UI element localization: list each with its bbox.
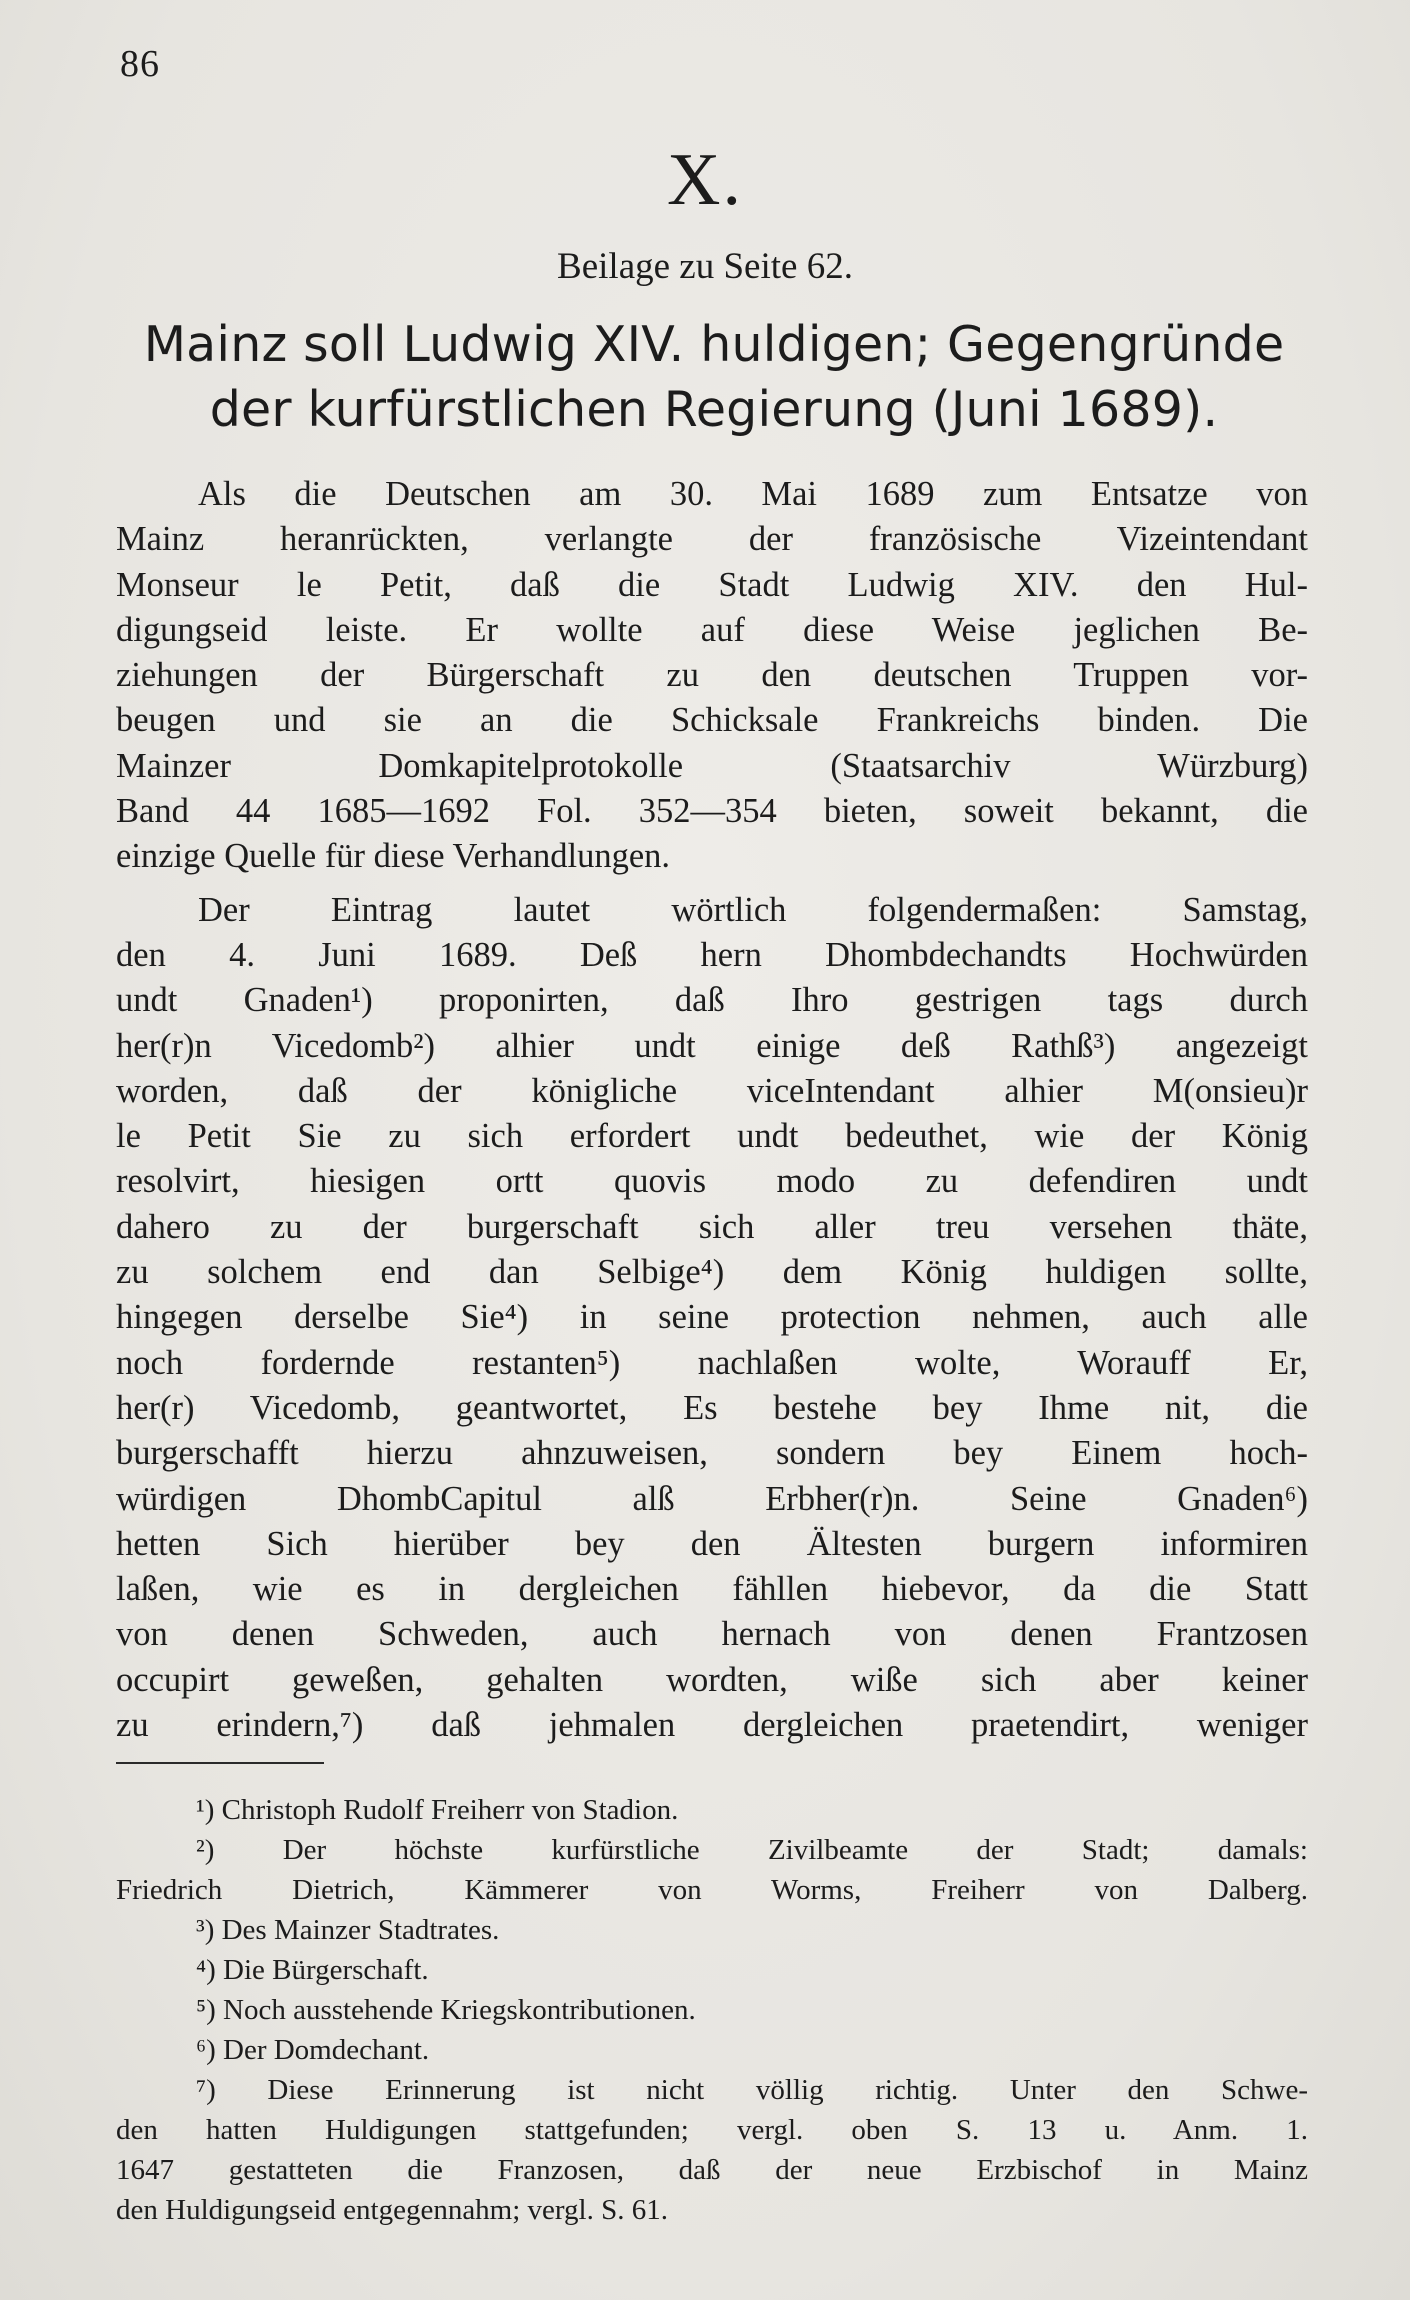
text-line: resolvirt, hiesigen ortt quovis modo zu defendiren undt xyxy=(116,1162,1308,1201)
footnote-1: ¹) Christoph Rudolf Freiherr von Stadion. xyxy=(196,1794,679,1826)
text-line: noch fordernde restanten⁵) nachlaßen wolte, Worauff Er, xyxy=(116,1343,1308,1382)
text-line: von denen Schweden, auch hernach von denen Frantzosen xyxy=(116,1615,1308,1654)
page-number: 86 xyxy=(120,43,160,85)
footnote-3: ³) Des Mainzer Stadtrates. xyxy=(196,1914,500,1946)
body-text xyxy=(116,472,1308,1748)
footnote-7: ⁷) Diese Erinnerung ist nicht völlig richtig. Unter den Schwe- xyxy=(196,2074,1308,2106)
text-line: Mainz heranrückten, verlangte der französische Vizeintendant xyxy=(116,520,1308,559)
text-line: einzige Quelle für diese Verhandlungen. xyxy=(116,837,671,876)
text-line: den 4. Juni 1689. Deß hern Dhombdechandts Hochwürden xyxy=(116,935,1308,974)
chapter-numeral: X. xyxy=(667,139,743,221)
text-line: zu erindern,⁷) daß jehmalen dergleichen praetendirt, weniger xyxy=(116,1706,1308,1745)
text-line: her(r)n Vicedomb²) alhier undt einige deß Rathß³) angezeigt xyxy=(116,1026,1308,1065)
text-line: burgerschafft hierzu ahnzuweisen, sondern bey Einem hoch- xyxy=(116,1434,1308,1473)
text-line: Als die Deutschen am 30. Mai 1689 zum Entsatze von xyxy=(198,475,1308,513)
footnote-6: ⁶) Der Domdechant. xyxy=(196,2034,430,2066)
footnote-2: ²) Der höchste kurfürstliche Zivilbeamte der Stadt; damals: xyxy=(196,1834,1308,1866)
text-line: hetten Sich hierüber bey den Ältesten burgern informiren xyxy=(116,1524,1308,1563)
text-line: ziehungen der Bürgerschaft zu den deutschen Truppen vor- xyxy=(116,656,1308,695)
text-line: zu solchem end dan Selbige⁴) dem König huldigen sollte, xyxy=(116,1253,1308,1292)
text-line: Monseur le Petit, daß die Stadt Ludwig XIV. den Hul- xyxy=(116,565,1308,604)
footnote-divider xyxy=(116,1762,324,1764)
text-line: Band 44 1685—1692 Fol. 352—354 bieten, soweit bekannt, die xyxy=(116,792,1308,831)
text-line: worden, daß der königliche viceIntendant alhier M(onsieu)r xyxy=(116,1071,1308,1110)
text-line: her(r) Vicedomb, geantwortet, Es bestehe bey Ihme nit, die xyxy=(116,1388,1308,1427)
footnote-7-cont: 1647 gestatteten die Franzosen, daß der neue Erzbischof in Mainz xyxy=(116,2154,1308,2186)
text-line: undt Gnaden¹) proponirten, daß Ihro gestrigen tags durch xyxy=(116,981,1308,1020)
text-line: dahero zu der burgerschaft sich aller treu versehen thäte, xyxy=(116,1207,1308,1246)
footnote-5: ⁵) Noch ausstehende Kriegskontributionen. xyxy=(196,1994,696,2026)
appendix-subtitle: Beilage zu Seite 62. xyxy=(557,246,853,287)
footnote-7-cont: den hatten Huldigungen stattgefunden; vergl. oben S. 13 u. Anm. 1. xyxy=(116,2114,1308,2146)
text-line: würdigen DhombCapitul alß Erbher(r)n. Seine Gnaden⁶) xyxy=(116,1479,1308,1518)
text-line: le Petit Sie zu sich erfordert undt bedeuthet, wie der König xyxy=(116,1117,1308,1156)
text-line: Mainzer Domkapitelprotokolle (Staatsarchiv Würzburg) xyxy=(116,746,1308,785)
footnotes xyxy=(116,1790,1308,2230)
chapter-title-line-1: Mainz soll Ludwig XIV. huldigen; Gegengründe xyxy=(143,316,1285,373)
text-line: digungseid leiste. Er wollte auf diese Weise jeglichen Be- xyxy=(116,610,1308,649)
footnote-4: ⁴) Die Bürgerschaft. xyxy=(196,1954,429,1986)
text-line: occupirt geweßen, gehalten wordten, wiße sich aber keiner xyxy=(116,1660,1308,1699)
text-line: Der Eintrag lautet wörtlich folgendermaßen: Samstag, xyxy=(198,890,1308,929)
text-line: hingegen derselbe Sie⁴) in seine protection nehmen, auch alle xyxy=(116,1298,1308,1337)
footnote-2-cont: Friedrich Dietrich, Kämmerer von Worms, Freiherr von Dalberg. xyxy=(116,1874,1308,1906)
text-line: laßen, wie es in dergleichen fähllen hiebevor, da die Statt xyxy=(116,1570,1308,1609)
footnote-7-cont: den Huldigungseid entgegennahm; vergl. S. 61. xyxy=(116,2194,668,2226)
chapter-title-line-2: der kurfürstlichen Regierung (Juni 1689). xyxy=(209,381,1219,438)
text-line: beugen und sie an die Schicksale Frankreichs binden. Die xyxy=(116,701,1308,740)
chapter-title xyxy=(120,312,1308,442)
